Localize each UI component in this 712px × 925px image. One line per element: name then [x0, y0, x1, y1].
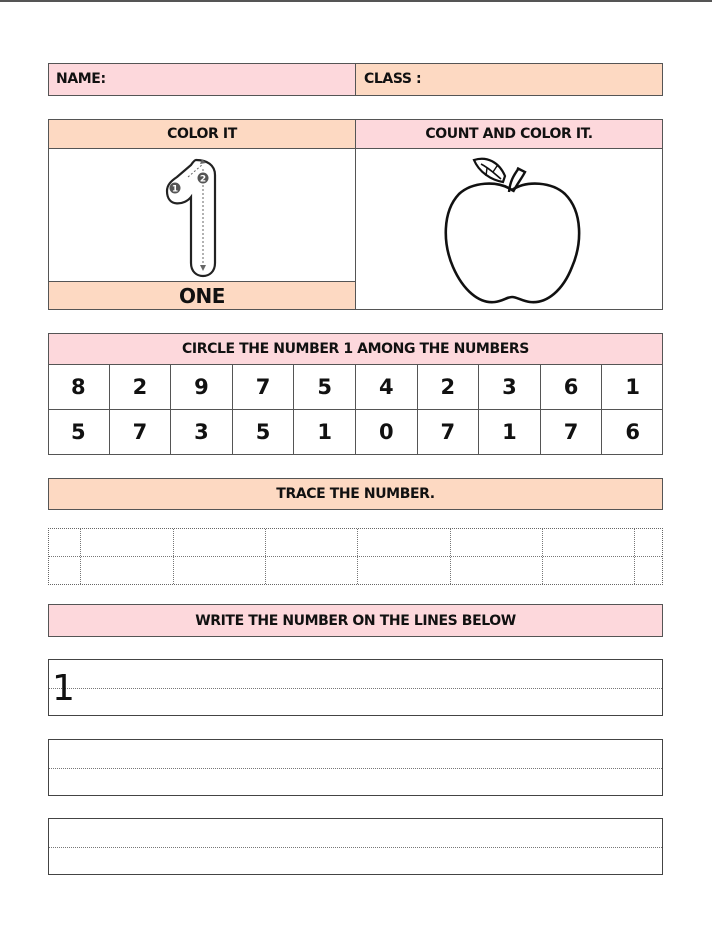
- trace-title: TRACE THE NUMBER.: [48, 478, 663, 510]
- color-count-panel: [48, 119, 663, 310]
- trace-cell-divider: [634, 529, 635, 584]
- write-title: WRITE THE NUMBER ON THE LINES BELOW: [48, 604, 663, 637]
- writing-line-box[interactable]: [48, 818, 663, 875]
- name-class-header: [48, 63, 663, 96]
- number-cell[interactable]: 5: [233, 410, 295, 454]
- step-one-label: 1: [171, 184, 179, 195]
- trace-area[interactable]: [48, 528, 663, 585]
- trace-cell-divider: [173, 529, 174, 584]
- count-color-area: [356, 149, 662, 309]
- trace-cell-divider: [542, 529, 543, 584]
- name-field[interactable]: [49, 64, 356, 95]
- name-label: NAME:: [56, 71, 106, 87]
- number-word-cell: [49, 281, 356, 309]
- number-cell[interactable]: 9: [171, 365, 233, 409]
- sample-number: 1: [52, 668, 75, 709]
- number-cell[interactable]: 6: [541, 365, 603, 409]
- trace-cell-divider: [80, 529, 81, 584]
- number-cell[interactable]: 3: [171, 410, 233, 454]
- apple-icon[interactable]: [437, 152, 587, 307]
- top-rule: [0, 0, 712, 2]
- number-cell[interactable]: 5: [48, 410, 110, 454]
- trace-cell-divider: [265, 529, 266, 584]
- writing-mid-line: [49, 688, 662, 689]
- number-row-2: [48, 410, 663, 454]
- count-color-title: COUNT AND COLOR IT.: [356, 120, 662, 149]
- number-cell[interactable]: 7: [541, 410, 603, 454]
- writing-line-box[interactable]: [48, 659, 663, 716]
- number-cell[interactable]: 4: [356, 365, 418, 409]
- writing-mid-line: [49, 768, 662, 769]
- class-field[interactable]: [356, 64, 662, 95]
- number-cell[interactable]: 7: [233, 365, 295, 409]
- number-cell[interactable]: 1: [294, 410, 356, 454]
- number-cell[interactable]: 1: [479, 410, 541, 454]
- number-cell[interactable]: 2: [418, 365, 480, 409]
- number-cell[interactable]: 7: [110, 410, 172, 454]
- number-cell[interactable]: 6: [625, 420, 640, 444]
- step-two-label: 2: [199, 174, 207, 185]
- writing-mid-line: [49, 847, 662, 848]
- circle-title: CIRCLE THE NUMBER 1 AMONG THE NUMBERS: [49, 334, 662, 365]
- number-word: ONE: [179, 283, 225, 308]
- number-cell[interactable]: 1: [625, 375, 640, 399]
- number-cell[interactable]: 7: [418, 410, 480, 454]
- trace-cell-divider: [357, 529, 358, 584]
- writing-line-box[interactable]: [48, 739, 663, 796]
- trace-cell-divider: [450, 529, 451, 584]
- number-cell[interactable]: 0: [356, 410, 418, 454]
- trace-guide-line: [49, 556, 662, 557]
- number-cell[interactable]: 2: [110, 365, 172, 409]
- number-cell[interactable]: 5: [294, 365, 356, 409]
- color-it-title: COLOR IT: [49, 120, 356, 149]
- number-cell[interactable]: 3: [479, 365, 541, 409]
- number-one-outline-icon[interactable]: [155, 155, 255, 290]
- number-row-1: [48, 365, 663, 409]
- class-label: CLASS :: [364, 71, 422, 87]
- number-cell[interactable]: 8: [48, 365, 110, 409]
